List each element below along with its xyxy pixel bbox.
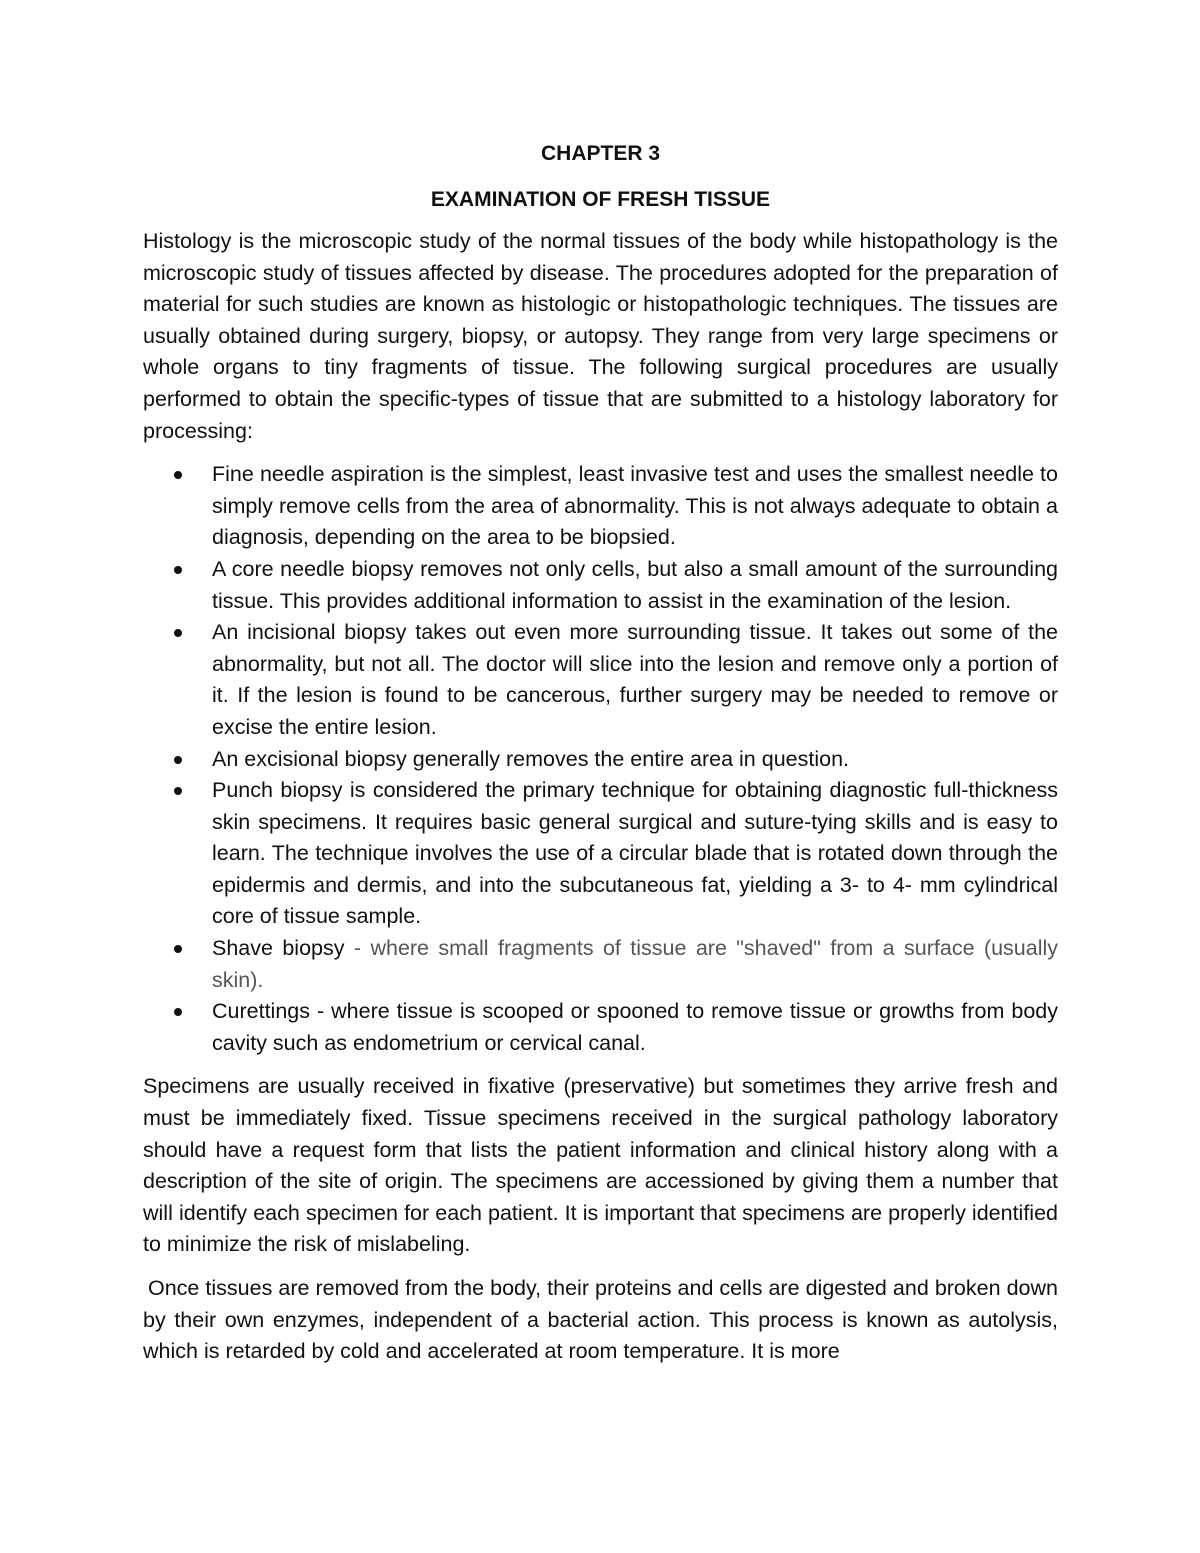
chapter-heading: CHAPTER 3 [540, 142, 661, 165]
list-item-lead: Shave biopsy [212, 936, 354, 961]
autolysis-paragraph: Once tissues are removed from the body, their proteins and cells are digested and broken down by their own enzymes, independent of a bacterial action. This process is known as autolysis, which is retarded by cold and accelerated at room temperature. It is more [143, 1276, 1058, 1364]
bullet-icon [174, 1008, 182, 1016]
bullet-icon [174, 756, 182, 764]
bullet-icon [174, 471, 182, 479]
biopsy-procedure-list [143, 459, 1058, 1059]
bullet-icon [174, 629, 182, 637]
list-item-text: Curettings - where tissue is scooped or spooned to remove tissue or growths from body cavity such as endometrium or cervical canal. [212, 999, 1058, 1055]
list-item [143, 744, 1058, 776]
list-item-text: Punch biopsy is considered the primary technique for obtaining diagnostic full-thickness skin specimens. It requires basic general surgical and suture-tying skills and is easy to learn. The technique involves the use of a circular blade that is rotated down through the epidermis and dermis, and into the subcutaneous fat, yielding a 3- to 4- mm cylindrical core of tissue sample. [212, 778, 1058, 929]
list-item-text: - where small fragments of tissue are "shaved" from a surface (usually skin). [212, 936, 1059, 992]
list-item [143, 933, 1058, 996]
list-item-text: An excisional biopsy generally removes the entire area in question. [212, 746, 850, 771]
bullet-icon [174, 945, 182, 953]
list-item [143, 617, 1058, 743]
list-item-text: Fine needle aspiration is the simplest, least invasive test and uses the smallest needle to simply remove cells from the area of abnormality. This is not always adequate to obtain a diagnosis, depending on the area to be biopsied. [212, 462, 1058, 550]
list-item [143, 996, 1058, 1059]
document-page [143, 138, 1058, 1380]
list-item-text: A core needle biopsy removes not only cells, but also a small amount of the surrounding tissue. This provides additional information to assist in the examination of the lesion. [212, 556, 1058, 613]
specimen-paragraph: Specimens are usually received in fixative (preservative) but sometimes they arrive fresh and must be immediately fixed. Tissue specimens received in the surgical pathology laboratory should have a request form that lists the patient information and clinical history along with a description of the site of origin. The specimens are accessioned by giving them a number that will identify each specimen for each patient. It is important that specimens are properly identified to minimize the risk of mislabeling. [143, 1074, 1058, 1257]
section-heading: EXAMINATION OF FRESH TISSUE [430, 188, 771, 211]
bullet-icon [174, 787, 182, 795]
list-item-text: An incisional biopsy takes out even more surrounding tissue. It takes out some of the abnormality, but not all. The doctor will slice into the lesion and remove only a portion of it. If the lesion is found to be cancerous, further surgery may be needed to remove or excise the entire lesion. [212, 620, 1058, 739]
bullet-icon [174, 566, 182, 574]
intro-paragraph: Histology is the microscopic study of the normal tissues of the body while histopathology is the microscopic study of tissues affected by disease. The procedures adopted for the preparation of material for such studies are known as histologic or histopathologic techniques. The tissues are usually obtained during surgery, biopsy, or autopsy. They range from very large specimens or whole organs to tiny fragments of tissue. The following surgical procedures are usually performed to obtain the specific-types of tissue that are submitted to a histology laboratory for processing: [143, 229, 1058, 443]
list-item [143, 554, 1058, 617]
list-item [143, 775, 1058, 933]
list-item [143, 459, 1058, 554]
